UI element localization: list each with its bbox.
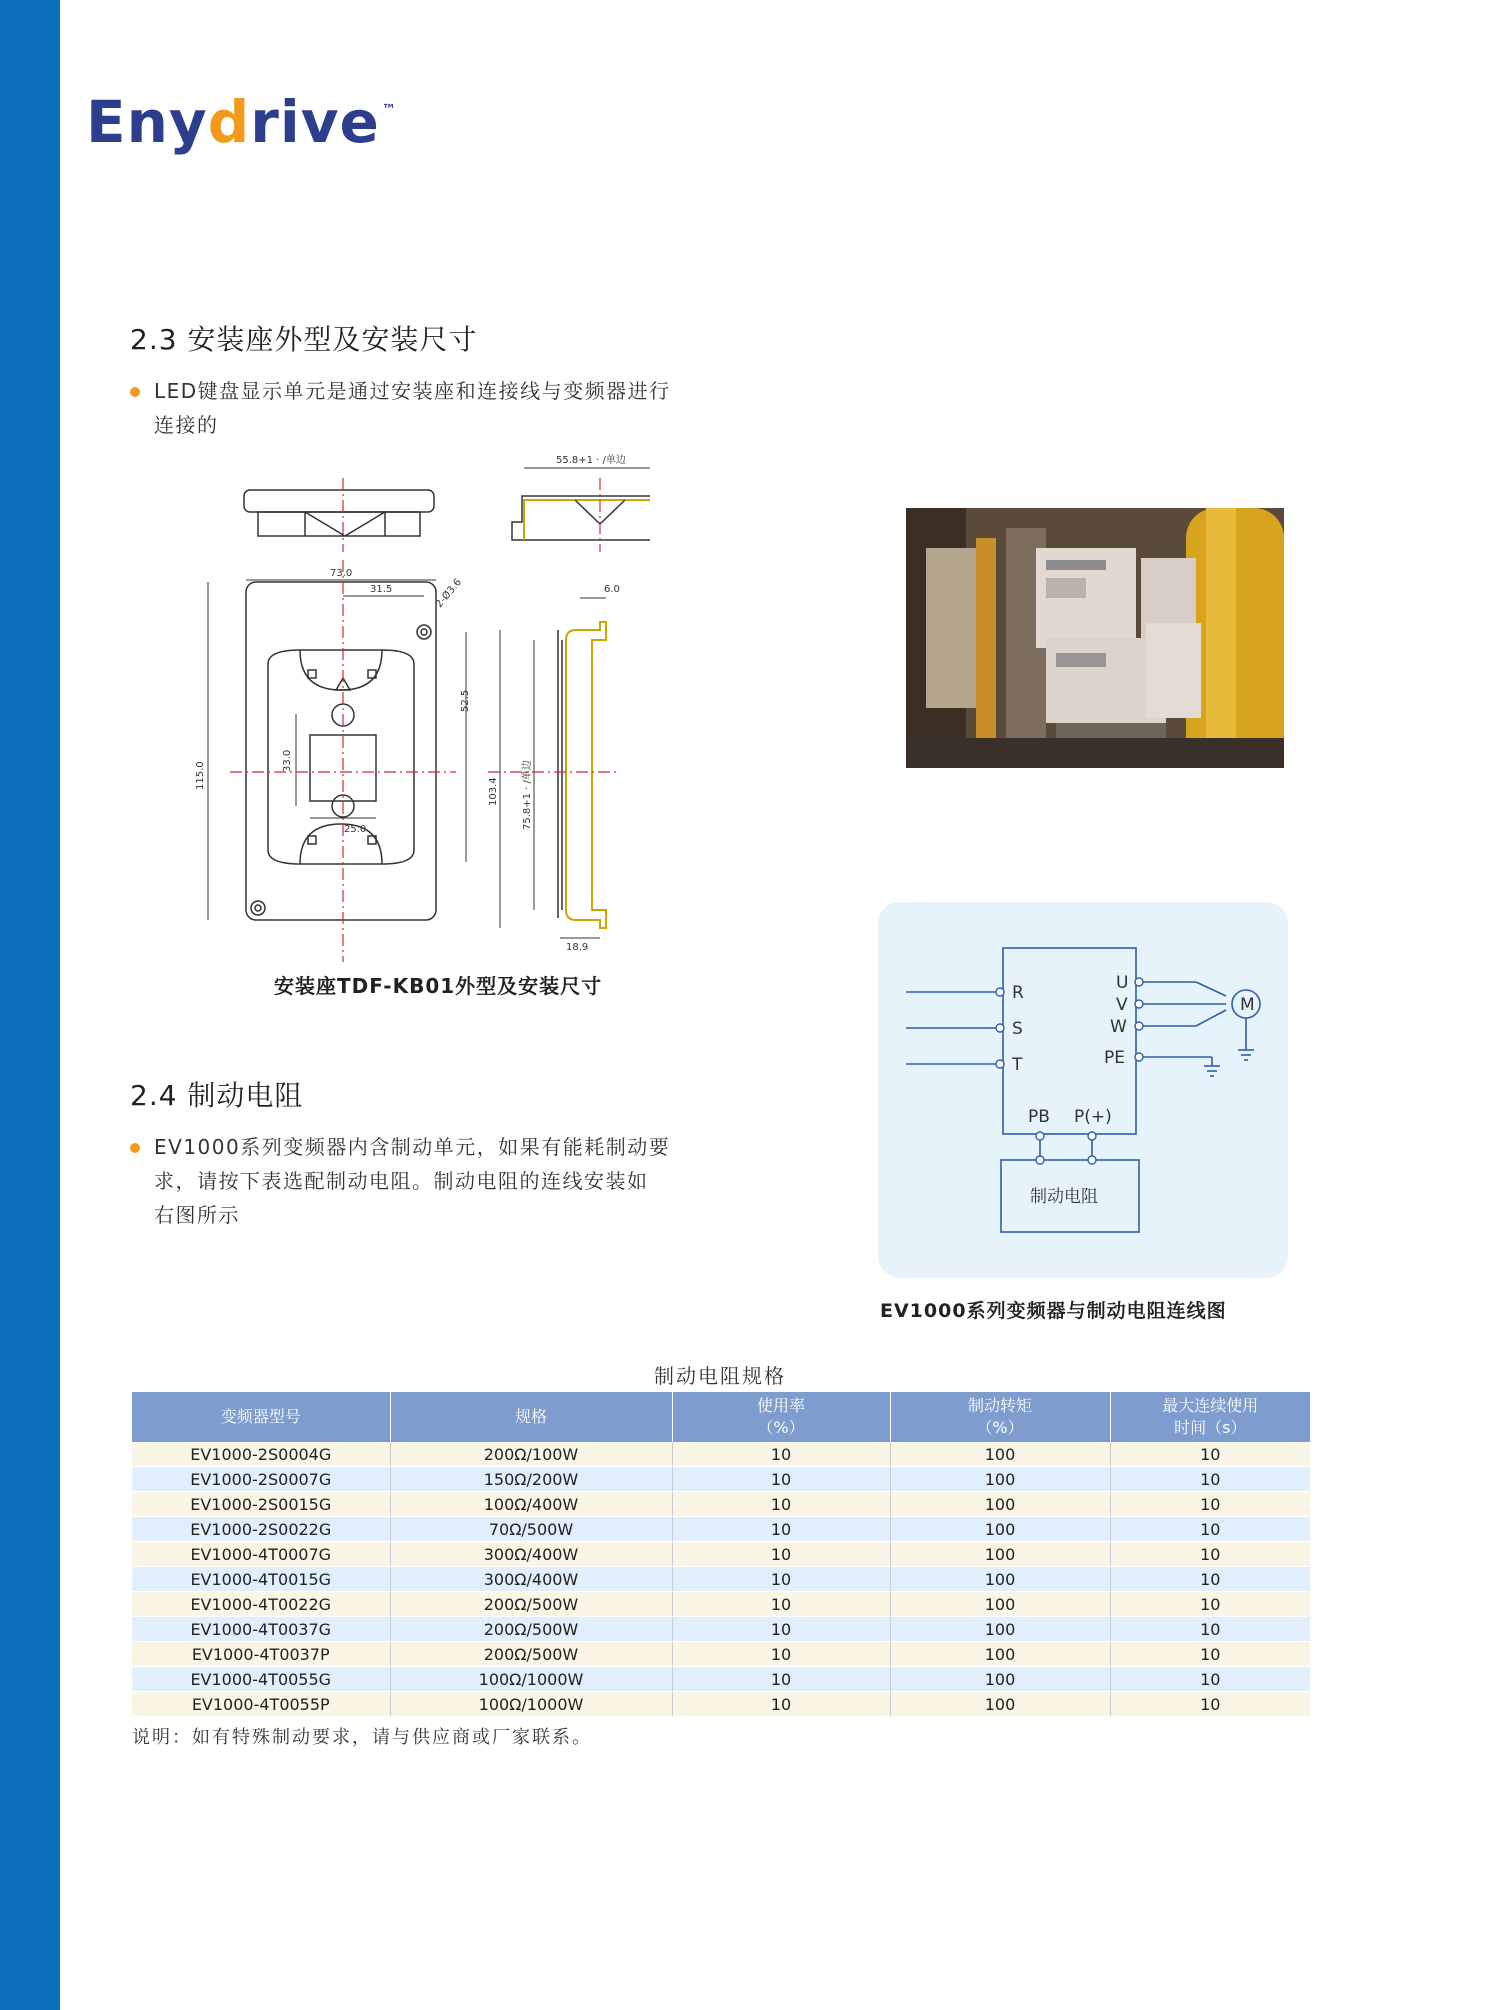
cell-spec: 100Ω/400W [390,1492,672,1517]
terminal-r: R [1012,983,1024,1003]
dim-half: 31.5 [370,584,393,595]
wiring-diagram-caption: EV1000系列变频器与制动电阻连线图 [880,1300,1227,1322]
header-max-time: 最大连续使用 时间（s） [1110,1392,1310,1442]
terminal-s: S [1012,1019,1023,1039]
cell-usage: 10 [672,1592,890,1617]
cell-max-time: 10 [1110,1642,1310,1667]
cell-spec: 100Ω/1000W [390,1667,672,1692]
table-row [132,1692,1310,1717]
cell-max-time: 10 [1110,1692,1310,1717]
cell-torque: 100 [890,1467,1110,1492]
cell-torque: 100 [890,1617,1110,1642]
cell-spec: 300Ω/400W [390,1542,672,1567]
cell-max-time: 10 [1110,1467,1310,1492]
cell-max-time: 10 [1110,1567,1310,1592]
brake-resistor-label: 制动电阻 [1030,1187,1098,1207]
cell-model: EV1000-4T0055P [132,1692,390,1717]
cell-torque: 100 [890,1517,1110,1542]
mounting-base-caption: 安装座TDF-KB01外型及安装尺寸 [274,974,603,998]
equipment-photo [906,508,1284,768]
cell-model: EV1000-4T0022G [132,1592,390,1617]
cell-max-time: 10 [1110,1617,1310,1642]
cell-spec: 200Ω/500W [390,1642,672,1667]
table-row [132,1592,1310,1617]
cell-torque: 100 [890,1642,1110,1667]
brake-resistor-table [132,1392,1310,1717]
mounting-base-drawing [180,448,650,968]
table-row [132,1442,1310,1467]
section-2-3-bullet: LED键盘显示单元是通过安装座和连接线与变频器进行 连接的 [154,374,774,442]
enydrive-logo: Enydrive ™ [86,88,397,156]
terminal-pb: PB [1028,1107,1050,1127]
table-row [132,1617,1310,1642]
cell-usage: 10 [672,1567,890,1592]
table-header-row [132,1392,1310,1442]
dim-52: 52.5 [460,689,471,712]
cell-usage: 10 [672,1692,890,1717]
cell-spec: 70Ω/500W [390,1517,672,1542]
cell-spec: 300Ω/400W [390,1567,672,1592]
table-row [132,1542,1310,1567]
section-2-4-bullet: EV1000系列变频器内含制动单元，如果有能耗制动要 求，请按下表选配制动电阻。制动电阻的连线安装如 右图所示 [154,1130,774,1232]
dim-depth: 6.0 [604,584,620,595]
cell-model: EV1000-2S0007G [132,1467,390,1492]
cell-usage: 10 [672,1642,890,1667]
terminal-p: P(+) [1074,1107,1112,1127]
header-torque: 制动转矩 （%） [890,1392,1110,1442]
dim-25: 25.0 [344,824,367,835]
dim-75: 75.8+1 · /单边 [522,760,533,830]
cell-torque: 100 [890,1442,1110,1467]
cell-usage: 10 [672,1492,890,1517]
dim-height: 115.0 [195,761,206,790]
cell-max-time: 10 [1110,1442,1310,1467]
cell-model: EV1000-4T0015G [132,1567,390,1592]
terminal-u: U [1116,973,1129,993]
cell-model: EV1000-2S0004G [132,1442,390,1467]
dim-103: 103.4 [488,777,499,806]
cell-torque: 100 [890,1692,1110,1717]
bullet-dot-icon [130,387,140,397]
section-2-3-heading: 2.3 安装座外型及安装尺寸 [130,323,478,356]
table-row [132,1567,1310,1592]
cell-model: EV1000-4T0055G [132,1667,390,1692]
bullet-dot-icon [130,1143,140,1153]
dim-top-right: 55.8+1 · /单边 [556,455,626,466]
table-row [132,1492,1310,1517]
table-title: 制动电阻规格 [654,1364,786,1388]
table-row [132,1467,1310,1492]
cell-model: EV1000-4T0037G [132,1617,390,1642]
cell-torque: 100 [890,1492,1110,1517]
table-row [132,1642,1310,1667]
cell-spec: 100Ω/1000W [390,1692,672,1717]
cell-model: EV1000-2S0022G [132,1517,390,1542]
cell-torque: 100 [890,1667,1110,1692]
cell-model: EV1000-2S0015G [132,1492,390,1517]
table-row [132,1667,1310,1692]
cell-max-time: 10 [1110,1592,1310,1617]
cell-usage: 10 [672,1617,890,1642]
terminal-v: V [1116,995,1128,1015]
cell-spec: 200Ω/500W [390,1617,672,1642]
cell-usage: 10 [672,1442,890,1467]
cell-max-time: 10 [1110,1542,1310,1567]
header-usage: 使用率 （%） [672,1392,890,1442]
table-row [132,1517,1310,1542]
wiring-diagram [878,902,1288,1278]
cell-usage: 10 [672,1542,890,1567]
cell-usage: 10 [672,1667,890,1692]
header-model: 变频器型号 [132,1392,390,1442]
cell-usage: 10 [672,1517,890,1542]
dim-hole: 2-Ø3.6 [433,577,464,610]
cell-max-time: 10 [1110,1667,1310,1692]
cell-spec: 150Ω/200W [390,1467,672,1492]
cell-torque: 100 [890,1542,1110,1567]
cell-max-time: 10 [1110,1492,1310,1517]
motor-symbol: M [1240,995,1255,1015]
cell-torque: 100 [890,1592,1110,1617]
dim-18: 18.9 [566,942,589,953]
header-spec: 规格 [390,1392,672,1442]
cell-model: EV1000-4T0037P [132,1642,390,1667]
table-note: 说明：如有特殊制动要求，请与供应商或厂家联系。 [132,1727,592,1748]
terminal-t: T [1012,1055,1023,1075]
cell-spec: 200Ω/100W [390,1442,672,1467]
section-2-4-heading: 2.4 制动电阻 [130,1079,304,1112]
cell-model: EV1000-4T0007G [132,1542,390,1567]
page-side-bar [0,0,60,2010]
dim-33: 33.0 [282,749,293,772]
cell-usage: 10 [672,1467,890,1492]
dim-width: 73.0 [330,568,353,579]
terminal-pe: PE [1104,1048,1125,1068]
cell-spec: 200Ω/500W [390,1592,672,1617]
cell-torque: 100 [890,1567,1110,1592]
terminal-w: W [1110,1017,1127,1037]
cell-max-time: 10 [1110,1517,1310,1542]
